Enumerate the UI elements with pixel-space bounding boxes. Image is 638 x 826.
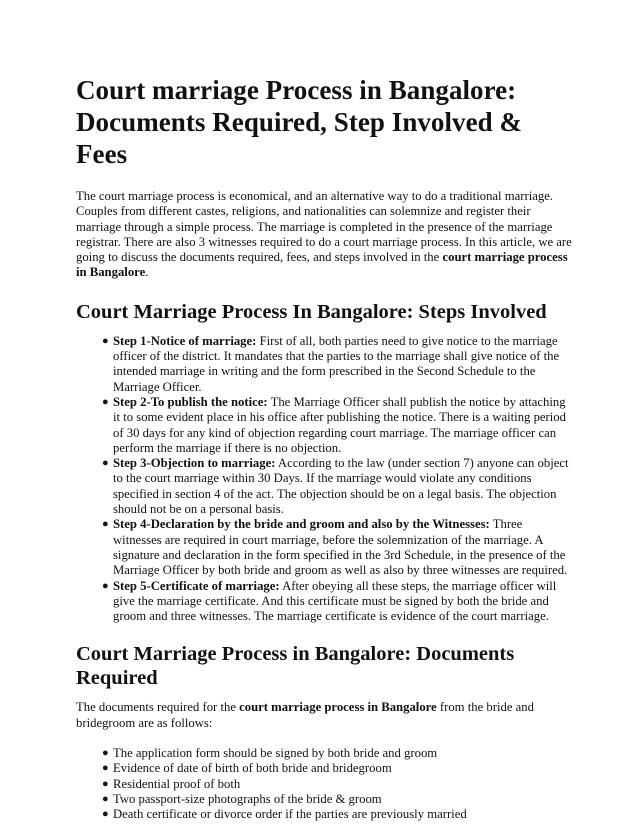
bullet-icon: ● (102, 808, 109, 821)
docs-intro-start: The documents required for the (76, 700, 240, 715)
list-item (102, 791, 574, 807)
intro-paragraph (76, 189, 574, 281)
step-label: Step 4-Declaration by the bride and groom and also by the Witnesses: (113, 517, 490, 532)
step-text: The Marriage Officer shall publish the notice by attaching it to some evident place in his office after publishing the notice. There is a waiting period of 30 days for any kind of objection regarding court marriage. The marriage officer can perform the marriage if there is no objection. (113, 394, 566, 455)
document-item-text: Two passport-size photographs of the bride & groom (113, 791, 382, 806)
list-item (102, 776, 574, 792)
step-label: Step 5-Certificate of marriage: (113, 578, 280, 593)
steps-list (76, 334, 574, 625)
step-text: After obeying all these steps, the marriage officer will give the marriage certificate. And this certificate must be signed by both the bride and groom and three witnesses. The marriage certificate is evidence of the court marriage. (113, 578, 557, 624)
list-item (102, 333, 574, 395)
step-text: First of all, both parties need to give notice to the marriage officer of the district. It mandates that the parties to the marriage shall give notice of the intended marriage in writing and the form prescribed in the Second Schedule to the Marriage Officer. (113, 333, 560, 394)
docs-intro-end: from the bride and bridegroom are as follows: (76, 700, 534, 730)
page-title: Court marriage Process in Bangalore: Documents Required, Step Involved & Fees (76, 75, 523, 169)
list-item (102, 807, 574, 822)
documents-intro-paragraph (76, 700, 574, 731)
bullet-icon: ● (102, 777, 109, 790)
bullet-icon: ● (102, 457, 109, 470)
document-item-text: Residential proof of both (113, 776, 241, 791)
documents-list (76, 746, 574, 822)
document-item-text: The application form should be signed by both bride and groom (113, 746, 438, 761)
step-label: Step 3-Objection to marriage: (113, 456, 276, 471)
list-item (102, 578, 574, 625)
document-item-text: Evidence of date of birth of both bride and bridegroom (113, 761, 392, 776)
intro-end: . (145, 265, 149, 280)
bullet-icon: ● (102, 579, 109, 592)
step-label: Step 1-Notice of marriage: (113, 333, 257, 348)
list-item (102, 394, 574, 456)
list-item (102, 456, 574, 517)
step-label: Step 2-To publish the notice: (113, 394, 268, 409)
step-text: Three witnesses are required in court marriage, before the solemnization of the marriage. A signature and declaration in the form specified in the 3rd Schedule, in the presence of the Marriage Officer by both bride and groom as well as also by three witnesses are required. (113, 517, 568, 578)
bullet-icon: ● (102, 747, 109, 760)
bullet-icon: ● (102, 395, 109, 408)
bullet-icon: ● (102, 518, 109, 531)
list-item (102, 746, 574, 761)
bullet-icon: ● (102, 334, 109, 347)
steps-heading: Court Marriage Process In Bangalore: Steps Involved (76, 300, 547, 323)
docs-intro-bold: court marriage process in Bangalore (239, 700, 437, 715)
list-item (102, 517, 574, 578)
intro-bold-phrase: court marriage process in Bangalore (76, 250, 568, 280)
list-item (102, 761, 574, 776)
intro-text: The court marriage process is economical, and an alternative way to do a traditional marriage. Couples from different castes, religions, and nationalities can solemnize and register their marriage through a simple process. The marriage is completed in the presence of the marriage registrar. There are also 3 witnesses required to do a court marriage process. In this article, we are going to discuss the documents required, fees, and steps involved in the (76, 189, 572, 265)
step-text: According to the law (under section 7) anyone can object to the court marriage within 30 Days. If the marriage would violate any conditions specified in section 4 of the act. The objection should be on a legal basis. The objection should not be on a personal basis. (113, 456, 569, 517)
documents-heading: Court Marriage Process in Bangalore: Documents Required (76, 643, 515, 690)
document-item-text: Death certificate or divorce order if the parties are previously married (113, 807, 467, 822)
bullet-icon: ● (102, 792, 109, 805)
bullet-icon: ● (102, 762, 109, 775)
